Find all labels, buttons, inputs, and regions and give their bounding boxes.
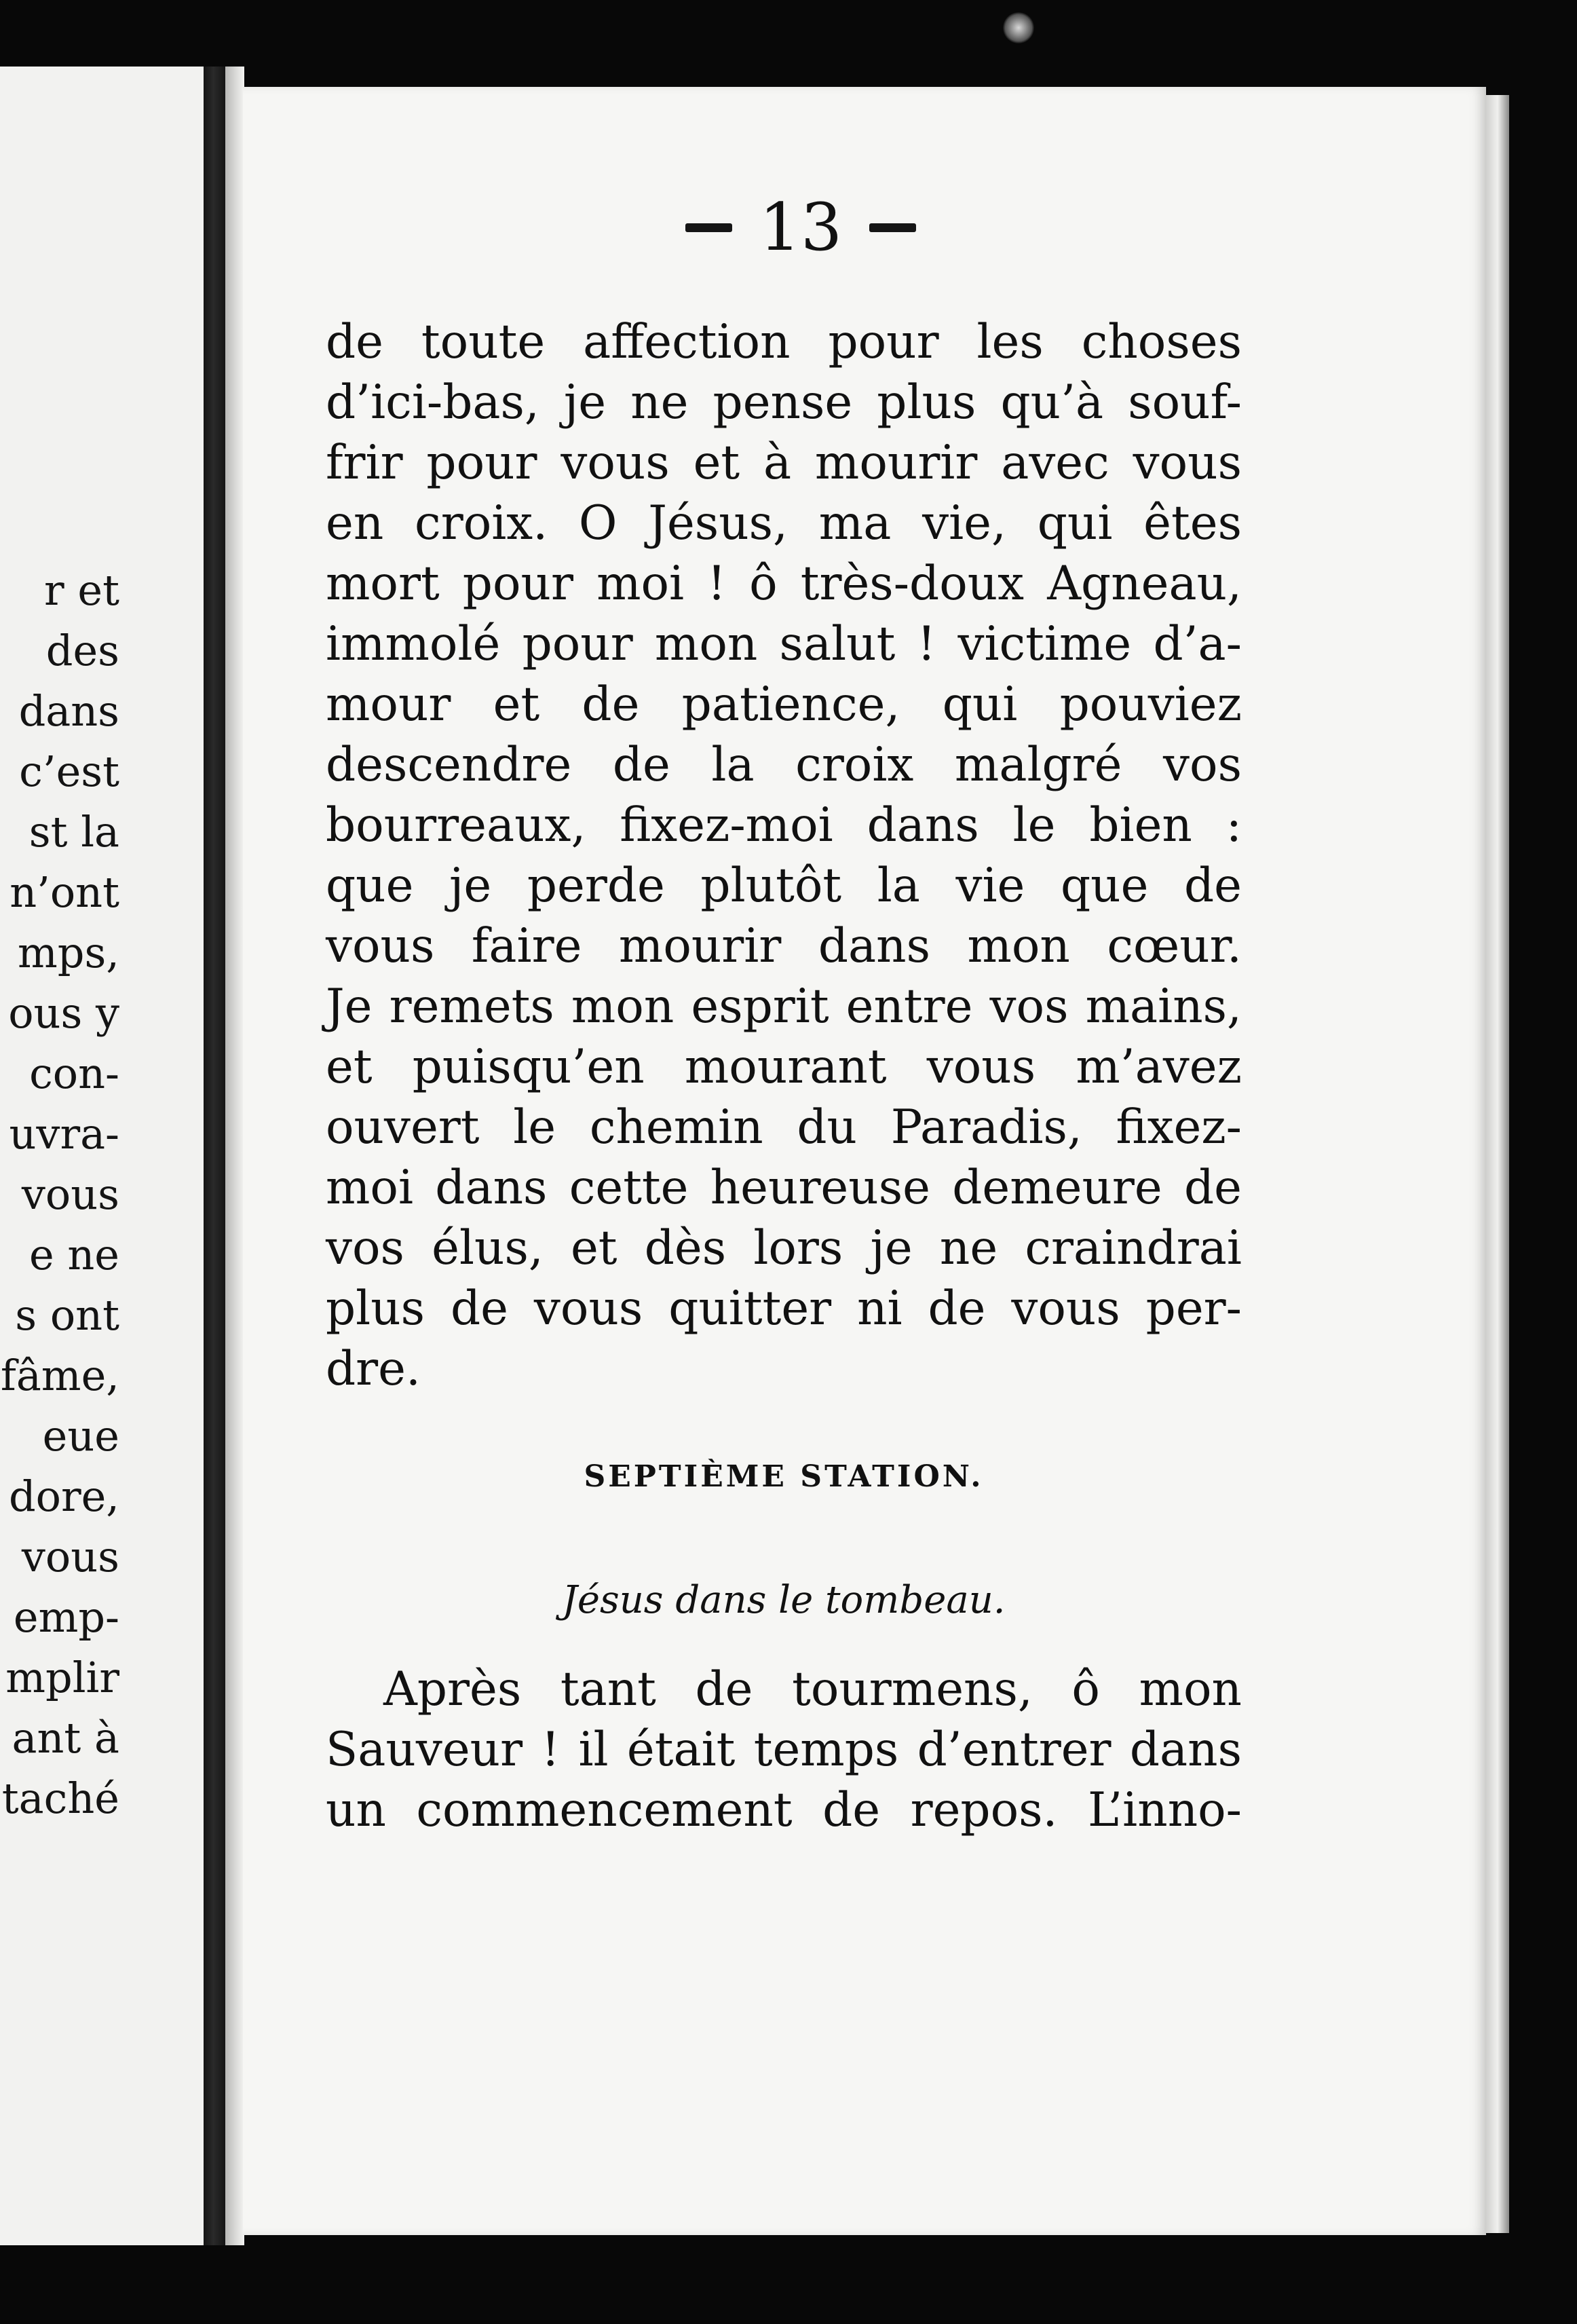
text-line: dre. <box>326 1342 421 1396</box>
text-line: descendre de la croix malgré vos <box>326 738 1242 792</box>
facing-page <box>0 67 204 2245</box>
text-line: ouvert le chemin du Paradis, fixez- <box>326 1100 1242 1155</box>
facing-page-line-fragment: vous <box>21 1169 119 1219</box>
facing-page-line-fragment: eue <box>42 1411 119 1461</box>
header-dash-right <box>869 223 916 232</box>
text-line: frir pour vous et à mourir avec vous <box>326 436 1242 490</box>
section-body-text <box>326 1660 1242 1841</box>
facing-page-line-fragment: n’ont <box>10 867 119 917</box>
facing-page-line-fragment: taché <box>1 1774 119 1823</box>
facing-page-line-fragment: ous y <box>8 988 119 1038</box>
main-body-text <box>326 312 1242 1400</box>
text-line: d’ici-bas, je ne pense plus qu’à souf- <box>326 375 1242 430</box>
page-edge <box>1486 95 1509 2233</box>
facing-page-line-fragment: dans <box>18 686 119 736</box>
book-spine <box>204 67 225 2245</box>
header-dash-left <box>685 223 732 232</box>
section-text-line: Après tant de tourmens, ô mon <box>383 1662 1242 1717</box>
facing-page-line-fragment: uvra- <box>9 1109 119 1159</box>
page-number: 13 <box>759 189 843 265</box>
facing-page-line-fragment: ant à <box>12 1713 119 1763</box>
facing-page-line-fragment: mps, <box>17 928 119 977</box>
section-text-line: un commencement de repos. L’inno- <box>326 1783 1242 1837</box>
scan-artifact-dot <box>1003 12 1034 43</box>
facing-page-line-fragment: con- <box>29 1049 119 1098</box>
facing-page-line-fragment: des <box>45 626 119 675</box>
text-line: mour et de patience, qui pouviez <box>326 677 1242 732</box>
facing-page-line-fragment: st la <box>28 807 119 857</box>
text-line: de toute affection pour les choses <box>326 315 1242 369</box>
page-gutter-shadow <box>225 67 244 2245</box>
facing-page-line-fragment: mplir <box>5 1653 119 1702</box>
section-text-line: Sauveur ! il était temps d’entrer dans <box>326 1723 1242 1777</box>
section-heading: SEPTIÈME STATION. <box>584 1459 984 1494</box>
text-line: en croix. O Jésus, ma vie, qui êtes <box>326 496 1242 550</box>
facing-page-line-fragment: c’est <box>19 747 119 796</box>
facing-page-line-fragment: vous <box>21 1532 119 1581</box>
text-line: mort pour moi ! ô très-doux Agneau, <box>326 557 1242 611</box>
text-line: et puisqu’en mourant vous m’avez <box>326 1040 1242 1094</box>
facing-page-line-fragment: emp- <box>13 1592 119 1642</box>
text-line: bourreaux, fixez-moi dans le bien : <box>326 798 1242 852</box>
facing-page-line-fragment: fâme, <box>0 1351 119 1400</box>
text-line: vous faire mourir dans mon cœur. <box>326 919 1242 973</box>
facing-page-line-fragment: s ont <box>15 1290 119 1340</box>
text-line: moi dans cette heureuse demeure de <box>326 1161 1242 1215</box>
section-subtitle: Jésus dans le tombeau. <box>562 1578 1006 1622</box>
facing-page-line-fragment: e ne <box>28 1230 119 1279</box>
text-line: que je perde plutôt la vie que de <box>326 859 1242 913</box>
text-line: immolé pour mon salut ! victime d’a- <box>326 617 1242 671</box>
facing-page-line-fragment: r et <box>44 565 119 615</box>
text-line: vos élus, et dès lors je ne craindrai <box>326 1221 1242 1275</box>
page-header <box>685 183 916 271</box>
text-line: Je remets mon esprit entre vos mains, <box>326 979 1242 1034</box>
text-line: plus de vous quitter ni de vous per- <box>326 1281 1242 1336</box>
facing-page-line-fragment: dore, <box>8 1472 119 1521</box>
